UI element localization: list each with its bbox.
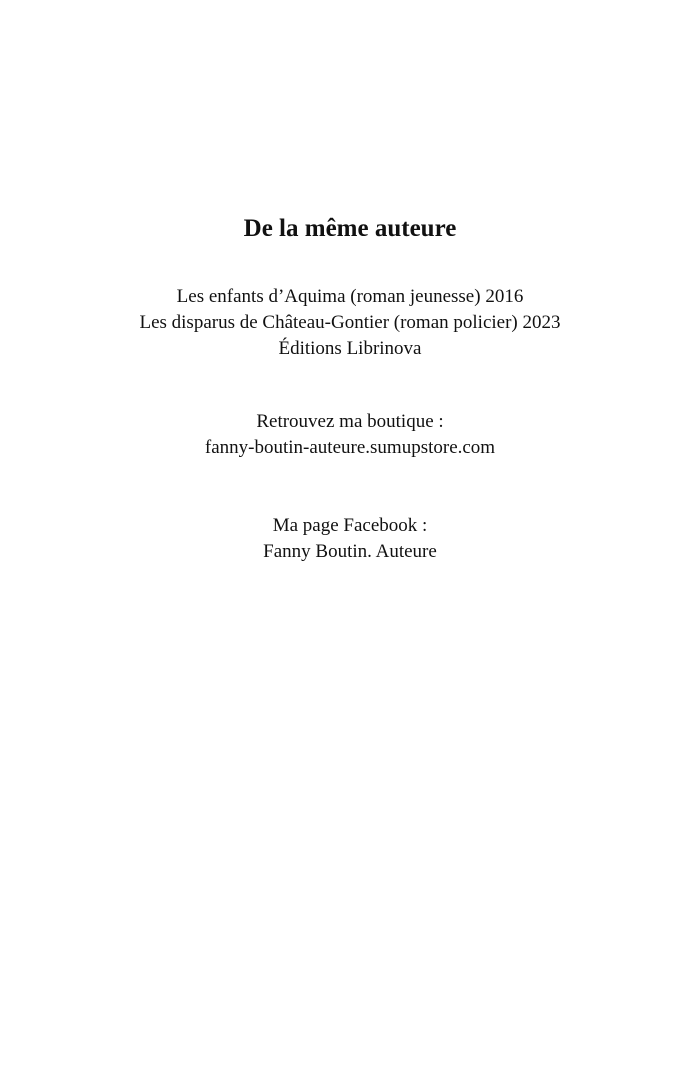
shop-label: Retrouvez ma boutique :	[256, 411, 444, 432]
shop-url: fanny-boutin-auteure.sumupstore.com	[204, 437, 496, 458]
facebook-name: Fanny Boutin. Auteure	[263, 541, 437, 562]
book-entry-1: Les enfants d’Aquima (roman jeunesse) 2016	[176, 286, 524, 307]
page-title: De la même auteure	[243, 215, 457, 242]
shop-section	[0, 409, 700, 461]
books-list	[0, 284, 700, 362]
publisher-line: Éditions Librinova	[278, 338, 422, 359]
book-entry-2: Les disparus de Château-Gontier (roman policier) 2023	[139, 312, 561, 333]
facebook-label: Ma page Facebook :	[272, 515, 428, 536]
facebook-section	[0, 513, 700, 565]
